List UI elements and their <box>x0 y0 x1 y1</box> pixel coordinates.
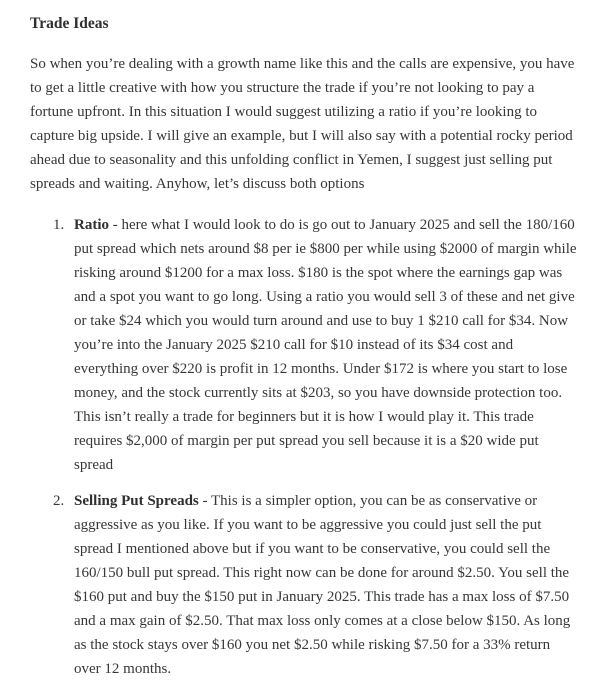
list-item-ratio <box>68 213 578 477</box>
list-item-body: - This is a simpler option, you can be as conservative or aggressive as you like. If you want to be aggressive you could just sell the put spread I mentioned above but if you want to be conservative, you could sell the 160/150 bull put spread. This right now can be done for around $2.50. You sell the $160 put and buy the $150 put in January 2025. This trade has a max loss of $7.50 and a max gain of $2.50. That max loss only comes at a close below $150. As long as the stock stays over $160 you net $2.50 while risking $7.50 for a 33% return over 12 months. <box>74 493 571 677</box>
section-heading: Trade Ideas <box>30 15 109 32</box>
list-item-heading: Selling Put Spreads <box>74 493 199 509</box>
intro-paragraph: So when you’re dealing with a growth name like this and the calls are expensive, you have to get a little creative with how you structure the trade if you’re not looking to pay a fortune upfront. In this situation I would suggest utilizing a ratio if you’re looking to capture big upside. I will give an example, but I will also say with a potential rocky period ahead due to seasonality and this unfolding conflict in Yemen, I suggest just selling put spreads and waiting. Anyhow, let’s discuss both options <box>30 56 575 192</box>
list-item-body: - here what I would look to do is go out to January 2025 and sell the 180/160 put spread which nets around $8 per ie $800 per while using $2000 of margin while risking around $1200 for a max loss. $180 is the spot where the earnings gap was and a spot you want to go long. Using a ratio you would sell 3 of these and net give or take $24 which you would turn around and use to buy 1 $210 call for $34. Now you’re into the January 2025 $210 call for $10 instead of its $34 cost and everything over $220 is profit in 12 months. Under $172 is where you start to lose money, and the stock currently sits at $203, so you have downside protection too. This isn’t really a trade for beginners but it is how I would play it. This trade requires $2,000 of margin per put spread you sell because it is a $20 wide put spread <box>74 217 577 473</box>
trade-ideas-list <box>30 213 578 681</box>
list-item-selling-put-spreads <box>68 489 578 681</box>
list-item-heading: Ratio <box>74 217 109 233</box>
